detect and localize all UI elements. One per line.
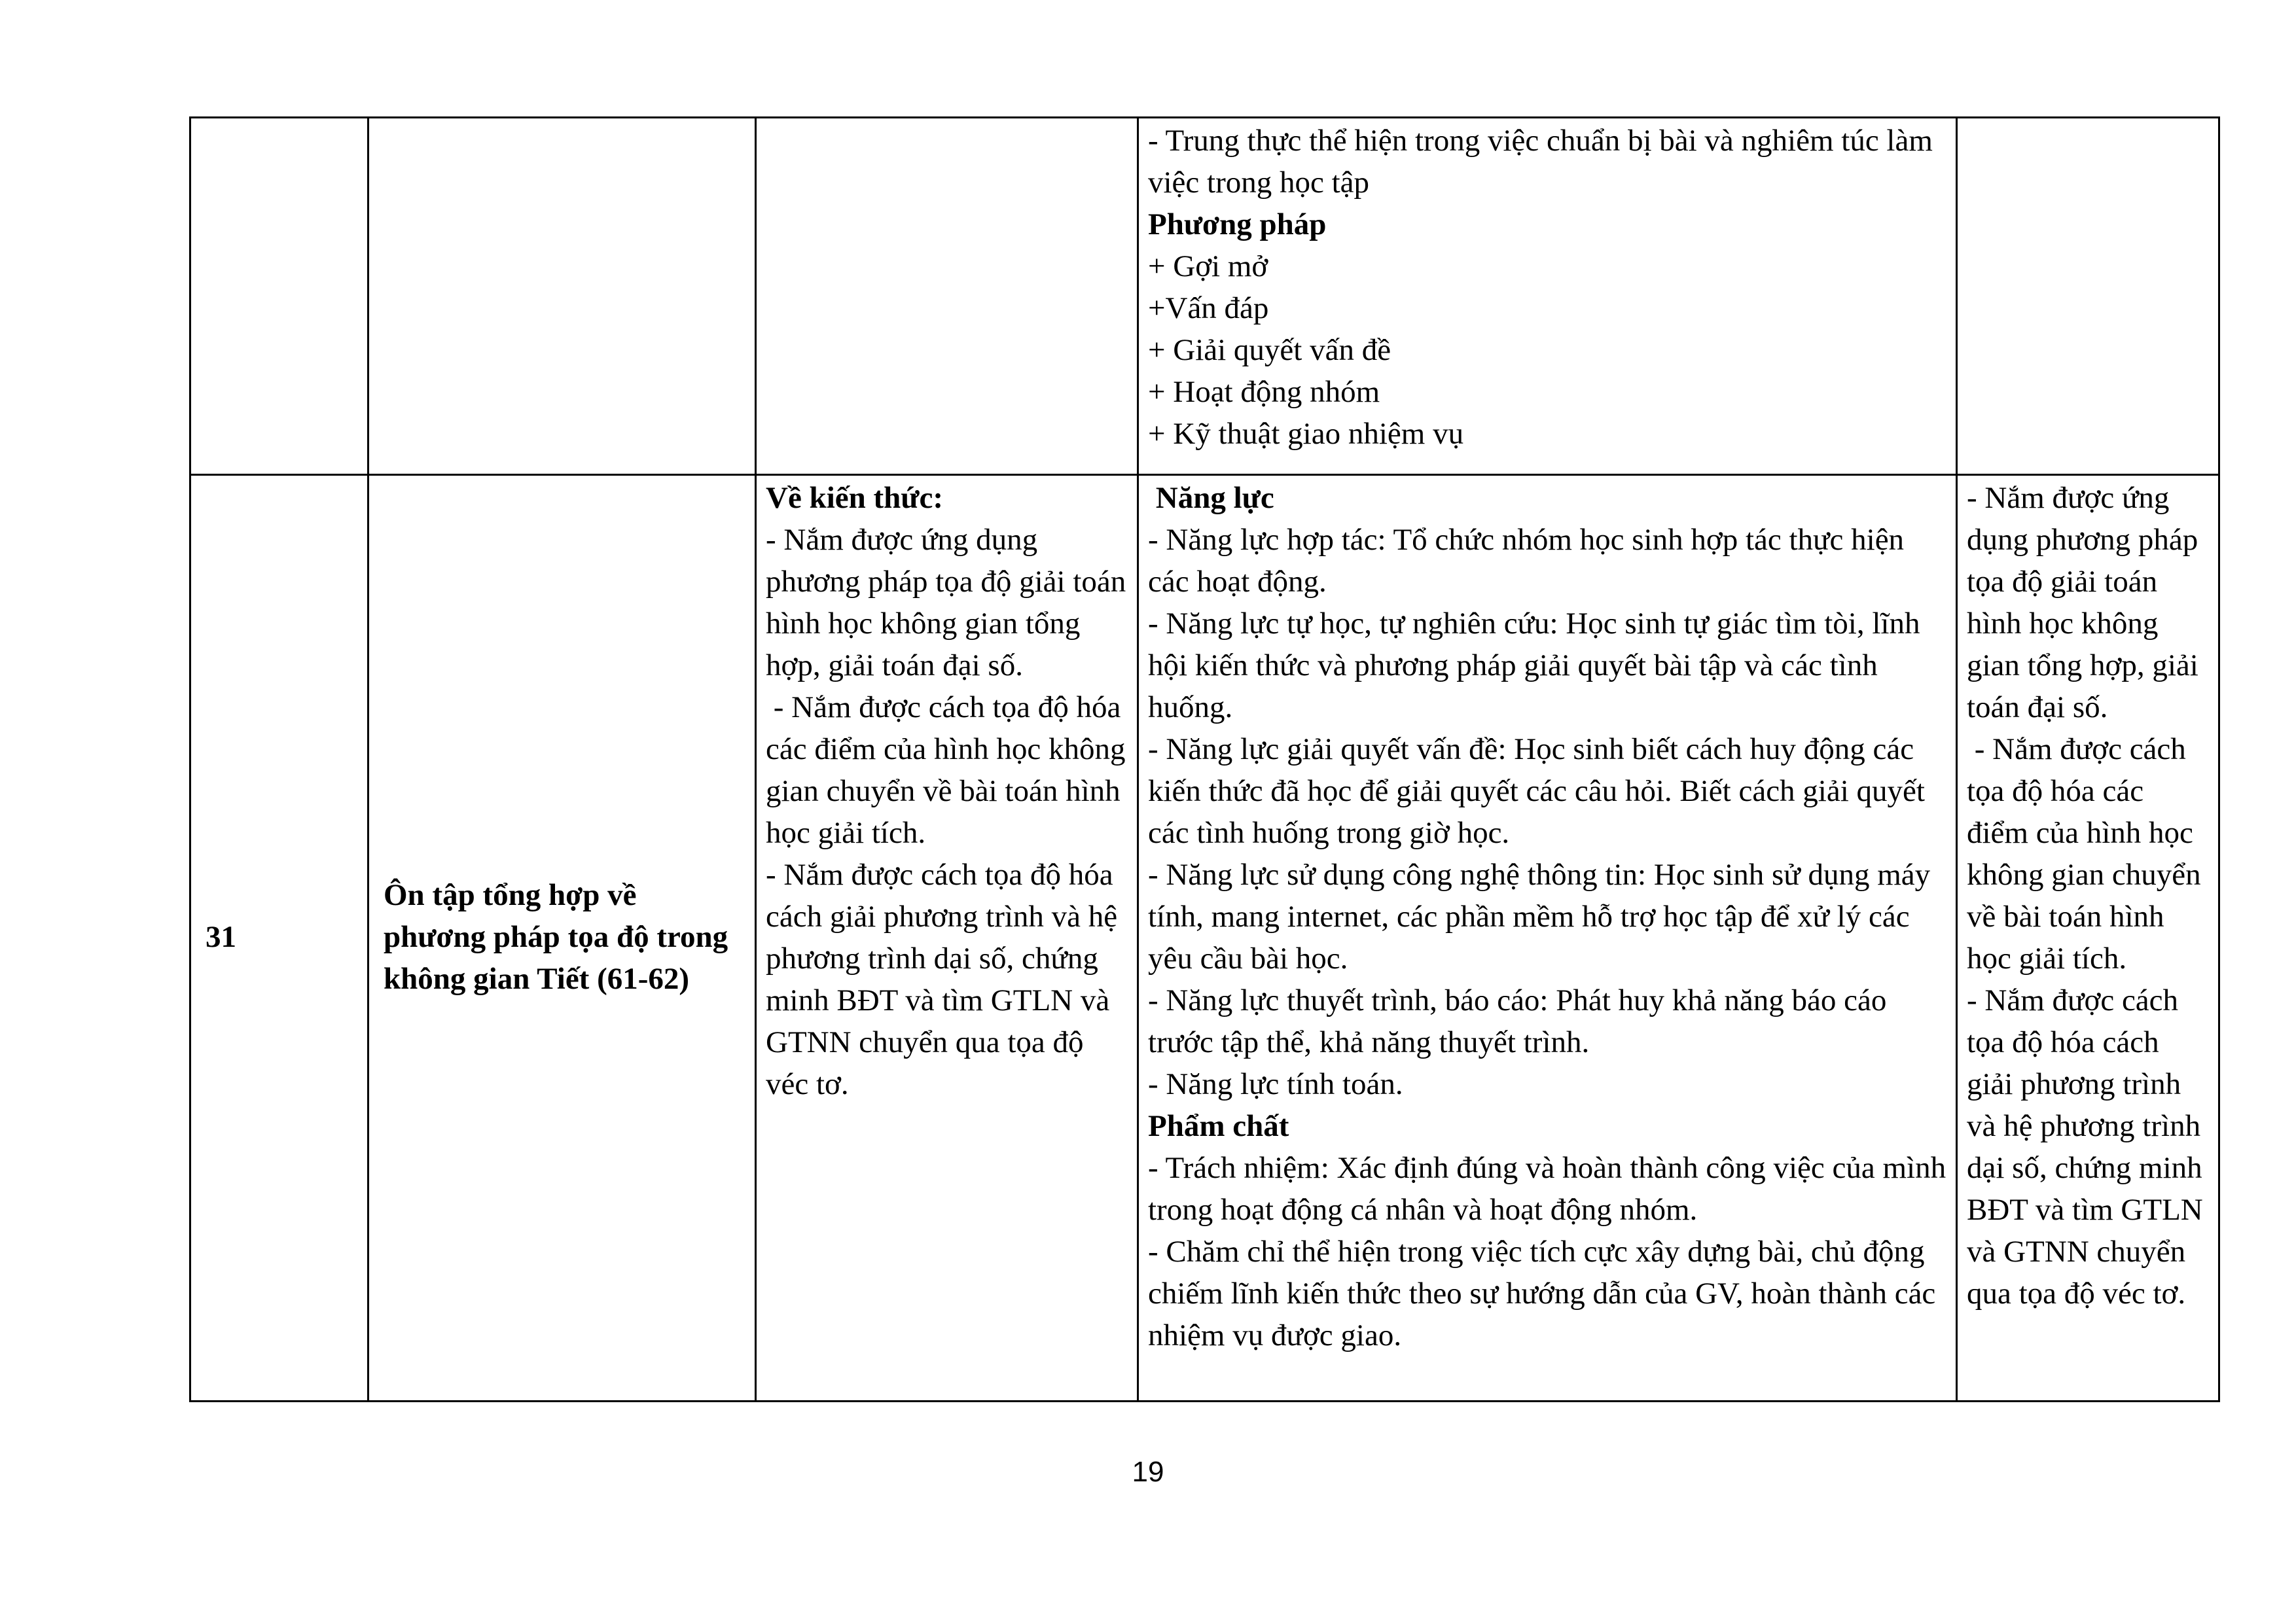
text-line: - Nắm được ứng dụng phương pháp tọa độ giải toán hình học không gian tổng hợp, giải toán đại số. xyxy=(1967,481,2206,724)
text-line: + Hoạt động nhóm xyxy=(1148,375,1380,409)
lesson-title-cell: Ôn tập tổng hợp về phương pháp tọa độ trong không gian Tiết (61-62) xyxy=(368,475,756,1402)
text-line: - Nắm được cách tọa độ hóa cách giải phương trình và hệ phương trình dại số, chứng minh BĐT và tìm GTLN và GTNN chuyển qua tọa độ véc tơ. xyxy=(766,858,1125,1101)
text-line: + Gợi mở xyxy=(1148,249,1268,283)
table-row xyxy=(190,475,2219,1402)
stt-cell: 31 xyxy=(190,475,368,1402)
text-line: - Năng lực hợp tác: Tổ chức nhóm học sinh hợp tác thực hiện các hoạt động. xyxy=(1148,523,1912,599)
notes-cell xyxy=(1957,475,2219,1402)
text-line: - Năng lực giải quyết vấn đề: Học sinh biết cách huy động các kiến thức đã học để giải quyết các câu hỏi. Biết cách giải quyết các tình huống trong giờ học. xyxy=(1148,732,1933,850)
text-line: - Năng lực tính toán. xyxy=(1148,1067,1403,1101)
stt-cell xyxy=(190,118,368,475)
text-line: - Nắm được cách tọa độ hóa các điểm của hình học không gian chuyển về bài toán hình học giải tích. xyxy=(766,690,1134,850)
lesson-cell xyxy=(368,118,756,475)
text-line: - Trung thực thể hiện trong việc chuẩn bị bài và nghiêm túc làm việc trong học tập xyxy=(1148,124,1941,200)
text-line: - Nắm được cách tọa độ hóa cách giải phương trình và hệ phương trình dại số, chứng minh BĐT và tìm GTLN và GTNN chuyển qua tọa độ véc tơ. xyxy=(1967,983,2211,1311)
knowledge-cell xyxy=(756,118,1138,475)
text-line: +Vấn đáp xyxy=(1148,291,1269,325)
text-line: - Trách nhiệm: Xác định đúng và hoàn thành công việc của mình trong hoạt động cá nhân và hoạt động nhóm. xyxy=(1148,1151,1954,1227)
text-line: - Nắm được cách tọa độ hóa các điểm của hình học không gian chuyển về bài toán hình học giải tích. xyxy=(1967,732,2209,976)
text-line: - Chăm chỉ thể hiện trong việc tích cực xây dựng bài, chủ động chiếm lĩnh kiến thức theo sự hướng dẫn của GV, hoàn thành các nhiệm vụ được giao. xyxy=(1148,1235,1944,1352)
text-line: - Năng lực tự học, tự nghiên cứu: Học sinh tự giác tìm tòi, lĩnh hội kiến thức và phương pháp giải quyết bài tập và các tình huống. xyxy=(1148,607,1928,724)
section-heading: Năng lực xyxy=(1148,481,1274,515)
section-heading: Phẩm chất xyxy=(1148,1109,1289,1143)
text-line: - Năng lực sử dụng công nghệ thông tin: Học sinh sử dụng máy tính, mang internet, các phần mềm hỗ trợ học tập để xử lý các yêu cầu bài học. xyxy=(1148,858,1938,976)
section-heading: Về kiến thức: xyxy=(766,481,944,515)
knowledge-cell xyxy=(756,475,1138,1402)
table-row xyxy=(190,118,2219,475)
competency-cell xyxy=(1138,118,1957,475)
lesson-plan-table xyxy=(189,116,2220,1402)
notes-cell xyxy=(1957,118,2219,475)
text-line: + Kỹ thuật giao nhiệm vụ xyxy=(1148,417,1464,451)
text-line: - Nắm được ứng dụng phương pháp tọa độ giải toán hình học không gian tổng hợp, giải toán đại số. xyxy=(766,523,1134,682)
section-heading: Phương pháp xyxy=(1148,207,1327,241)
competency-cell xyxy=(1138,475,1957,1402)
text-line: - Năng lực thuyết trình, báo cáo: Phát huy khả năng báo cáo trước tập thể, khả năng thuyết trình. xyxy=(1148,983,1895,1059)
page-number: 19 xyxy=(1132,1456,1164,1488)
text-line: + Giải quyết vấn đề xyxy=(1148,333,1391,367)
